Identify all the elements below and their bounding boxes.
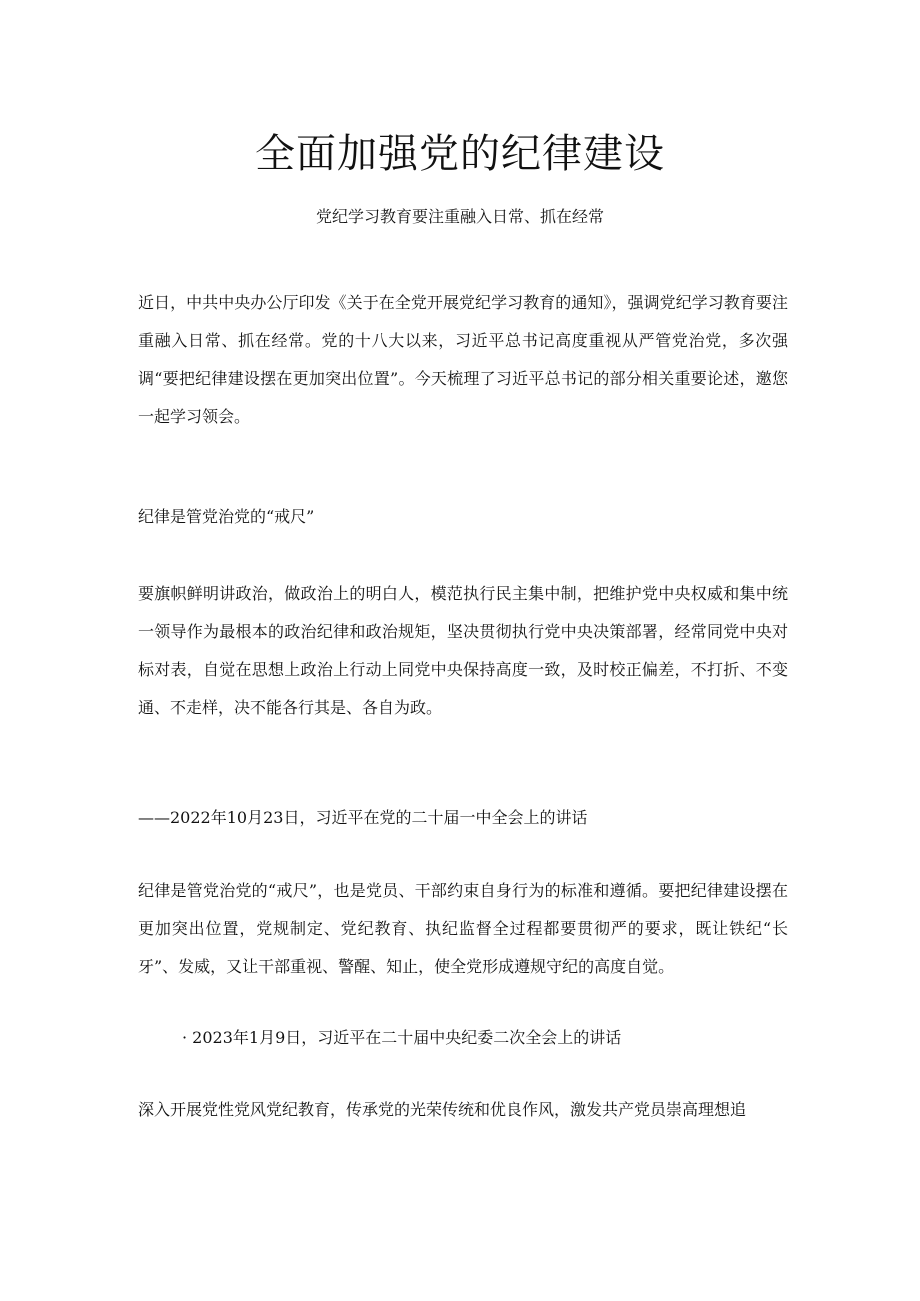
document-subtitle: 党纪学习教育要注重融入日常、抓在经常 xyxy=(315,207,604,226)
quote-paragraph-3: 深入开展党性党风党纪教育，传承党的光荣传统和优良作风，激发共产党员崇高理想追 xyxy=(138,1100,747,1119)
quote-paragraph-1: 要旗帜鲜明讲政治，做政治上的明白人，模范执行民主集中制，把维护党中央权威和集中统一领导作为最根本的政治纪律和政治规矩，坚决贯彻执行党中央决策部署，经常同党中央对标对表，自觉在思想上政治上行动上同党中央保持高度一致，及时校正偏差，不打折、不变通、不走样，决不能各行其是、各自为政。 xyxy=(138,584,788,717)
citation-2: · 2023年1月9日，习近平在二十届中央纪委二次全会上的讲话 xyxy=(182,1028,622,1047)
intro-paragraph: 近日，中共中央办公厅印发《关于在全党开展党纪学习教育的通知》，强调党纪学习教育要注重融入日常、抓在经常。党的十八大以来，习近平总书记高度重视从严管党治党，多次强调“要把纪律建设摆在更加突出位置”。今天梳理了习近平总书记的部分相关重要论述，邀您一起学习领会。 xyxy=(138,293,788,426)
document-title: 全面加强党的纪律建设 xyxy=(255,131,665,177)
section-heading: 纪律是管党治党的“戒尺” xyxy=(138,507,315,526)
quote-paragraph-2: 纪律是管党治党的“戒尺”，也是党员、干部约束自身行为的标准和遵循。要把纪律建设摆在更加突出位置，党规制定、党纪教育、执纪监督全过程都要贯彻严的要求，既让铁纪“长牙”、发威，又让干部重视、警醒、知止，使全党形成遵规守纪的高度自觉。 xyxy=(138,881,788,976)
citation-1: ——2022年10月23日，习近平在党的二十届一中全会上的讲话 xyxy=(138,808,588,827)
